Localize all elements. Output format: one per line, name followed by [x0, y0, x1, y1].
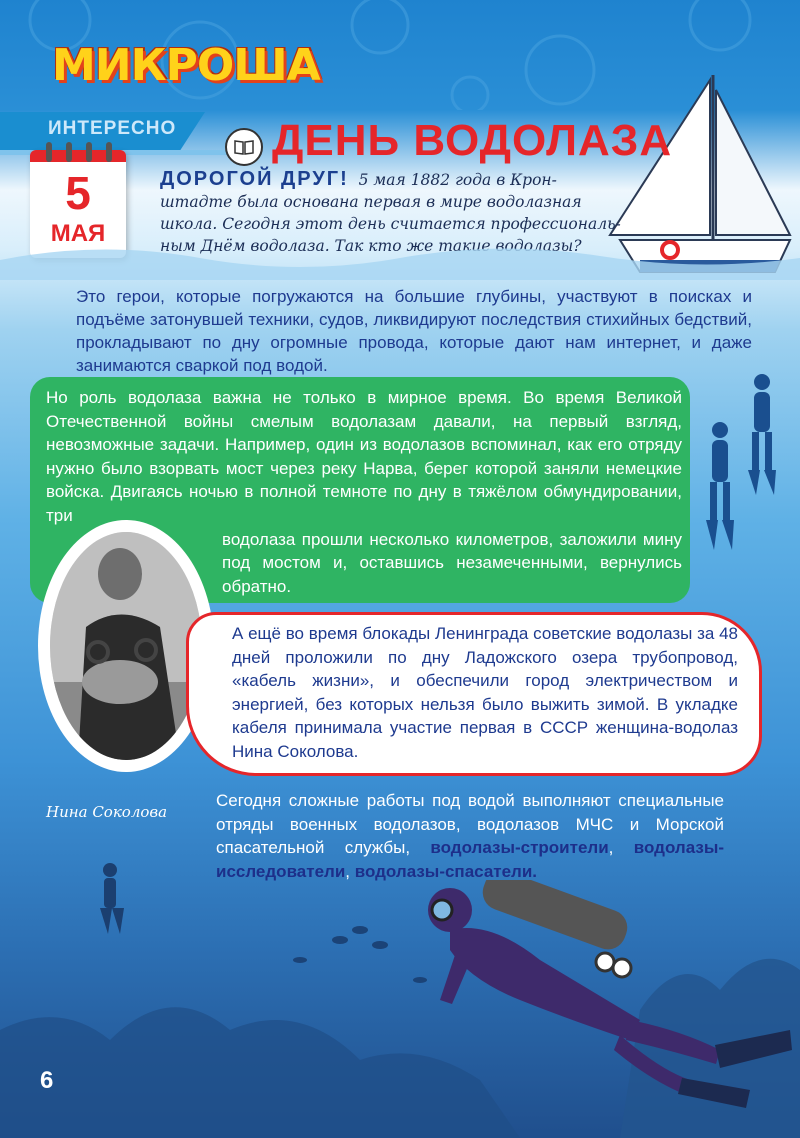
divers-illustration: [690, 370, 800, 570]
intro-line: 5 мая 1882 года в Крон-: [358, 171, 557, 189]
intro-greeting: ДОРОГОЙ ДРУГ!: [160, 168, 349, 190]
diver-illustration: [420, 880, 800, 1110]
paragraph-today-text: Сегодня сложные работы под водой выполняют специальные отряды военных водолазов, водолазов МЧС и Морской спасательной службы,: [216, 791, 724, 857]
calendar-day: 5: [65, 167, 91, 219]
calendar-month: МАЯ: [50, 220, 106, 247]
paragraph-heroes: Это герои, которые погружаются на большие глубины, участвуют в поисках и подъёме затонувшей техники, судов, ликвидируют последствия стихийных бедствий, прокладывают по дну огромные провода, которые дают нам интернет, и даже занимаются сваркой под водой.: [76, 287, 752, 375]
page-number: 6: [40, 1067, 54, 1094]
paragraph-war-tail: водолаза прошли несколько километров, заложили мину под мостом и, оставшись незамеченными, вернулись обратно.: [222, 529, 682, 596]
calendar-ring: [46, 142, 52, 162]
page-title: ДЕНЬ ВОДОЛАЗА: [272, 116, 673, 165]
intro-line: ным Днём водолаза. Так кто же такие водолазы?: [160, 237, 582, 255]
bold-term: водолазы-исследователи: [216, 838, 724, 881]
separator: ,: [345, 861, 351, 881]
calendar-ring: [66, 142, 72, 162]
separator: ,: [608, 838, 614, 857]
wave-divider: [0, 240, 800, 280]
diver-photo: [50, 532, 202, 760]
paragraph-today: [216, 789, 724, 883]
section-label: ИНТЕРЕСНО: [48, 118, 177, 139]
bold-term: водолазы-спасатели.: [354, 861, 538, 881]
calendar-ring: [86, 142, 92, 162]
magazine-logo: МИКРОША: [52, 40, 320, 91]
paragraph-war-main: Но роль водолаза важна не только в мирное время. Во время Великой Отечественной войны смелым водолазам давали, на первый взгляд, невозможные задачи. Например, один из водолазов вспоминал, как его отряду нужно было взорвать мост через реку Нарва, берег которой заняли немецкие войска. Двигаясь ночью в полной темноте по дну в тяжёлом обмундировании, три: [46, 388, 682, 525]
paragraph-blockade: А ещё во время блокады Ленинграда советские водолазы за 48 дней проложили по дну Ладожского озера трубопровод, «кабель жизни», и обеспечили город электричеством и энергией, без которых нельзя было выжить зимой. В укладке кабеля принимала участие первая в СССР женщина-водолаз Нина Соколова.: [232, 624, 738, 761]
bold-term: водолазы-строители: [430, 838, 609, 857]
photo-caption: Нина Соколова: [46, 803, 168, 821]
intro-line: штадте была основана первая в мире водолазная: [160, 193, 582, 211]
intro-line: школа. Сегодня этот день считается профессиональ-: [160, 215, 621, 233]
book-icon: [225, 128, 263, 166]
calendar-ring: [106, 142, 112, 162]
